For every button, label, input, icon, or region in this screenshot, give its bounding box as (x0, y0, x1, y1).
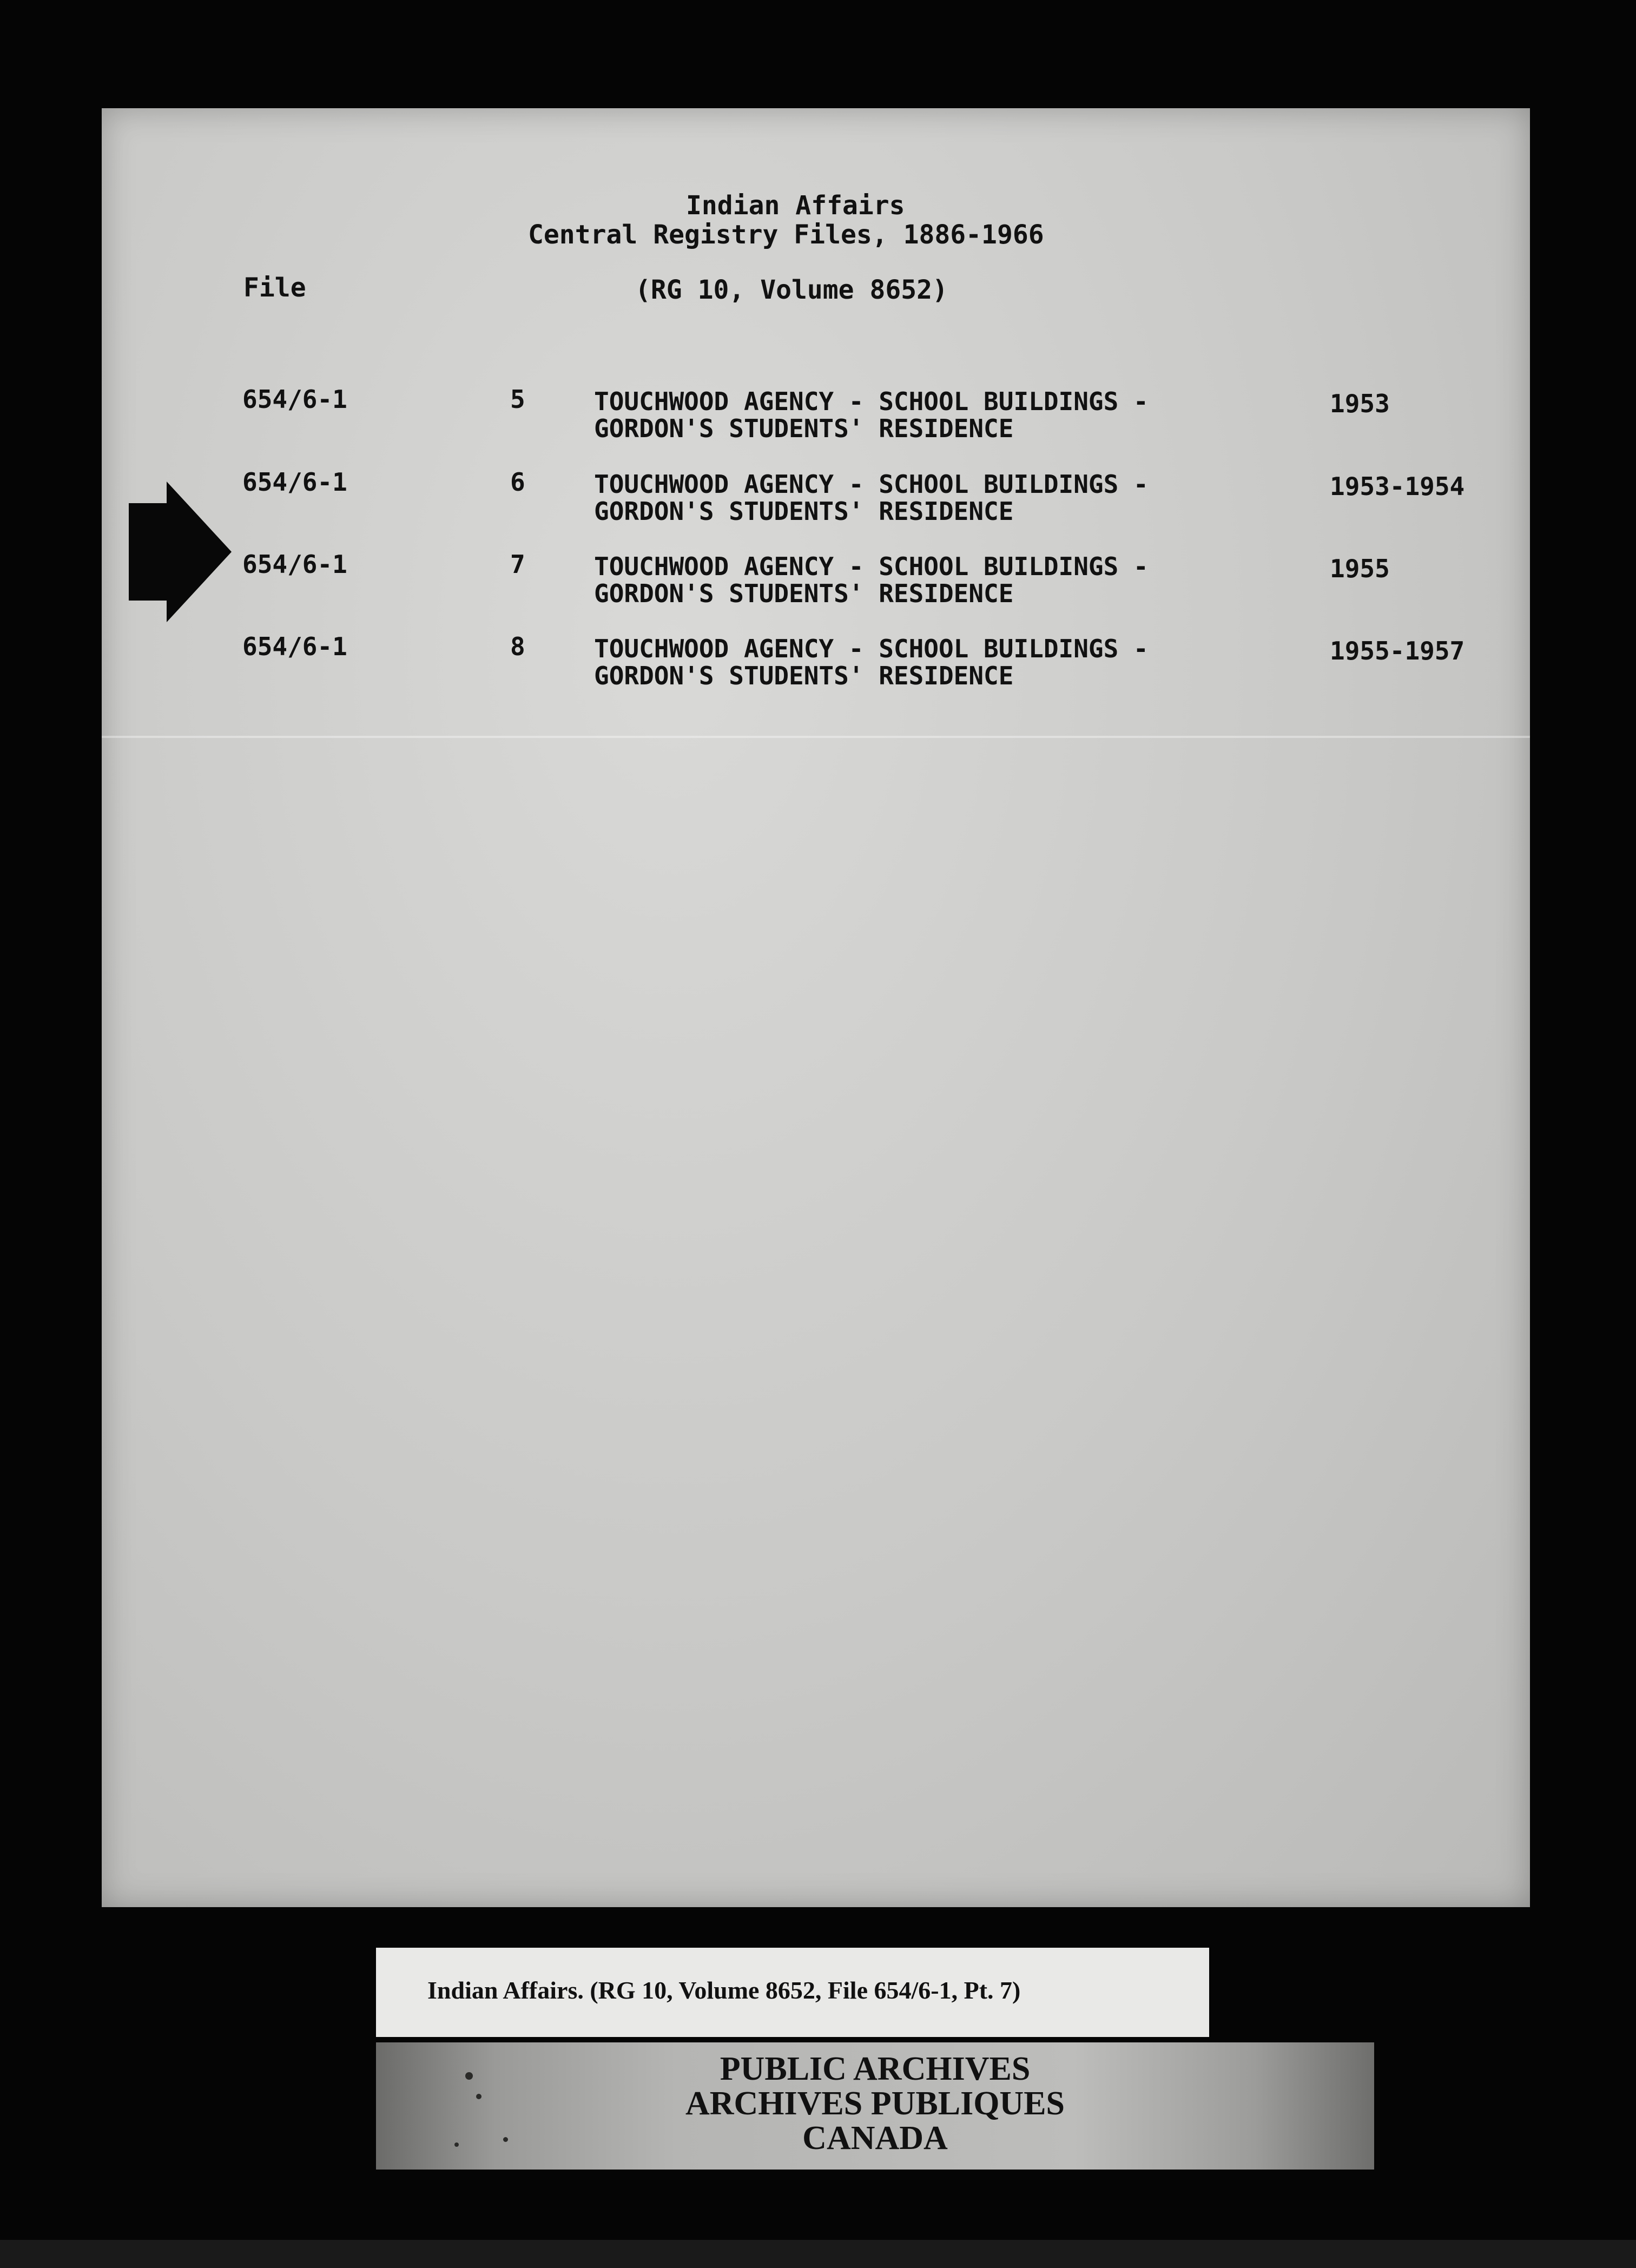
title-line-2: Central Registry Files, 1886-1966 (528, 220, 1044, 250)
file-column-label: File (243, 273, 306, 303)
page-fold-line (102, 736, 1530, 738)
document-sheet (102, 108, 1530, 1907)
part-number: 5 (510, 385, 525, 414)
file-title-line-2: GORDON'S STUDENTS' RESIDENCE (594, 579, 1014, 608)
file-row-part-5 (102, 387, 1530, 446)
volume-reference: (RG 10, Volume 8652) (635, 275, 948, 305)
arrow-right-icon (129, 482, 232, 622)
file-dates: 1955 (1330, 554, 1390, 583)
stamp-line-2: ARCHIVES PUBLIQUES (685, 2085, 1065, 2122)
file-number: 654/6-1 (242, 467, 347, 497)
title-line-1: Indian Affairs (686, 190, 905, 221)
part-number: 8 (510, 632, 525, 661)
file-number: 654/6-1 (242, 550, 347, 579)
caption-text: Indian Affairs. (RG 10, Volume 8652, File 654/6-1, Pt. 7) (427, 1976, 1021, 2004)
part-number: 7 (510, 550, 525, 579)
file-title-line-2: GORDON'S STUDENTS' RESIDENCE (594, 661, 1014, 690)
file-title-line-1: TOUCHWOOD AGENCY - SCHOOL BUILDINGS - (594, 387, 1149, 416)
stamp-line-1: PUBLIC ARCHIVES (720, 2051, 1031, 2087)
archives-stamp (376, 2042, 1374, 2170)
film-edge-strip (0, 2240, 1636, 2268)
file-number: 654/6-1 (242, 632, 347, 661)
part-number: 6 (510, 467, 525, 497)
file-number: 654/6-1 (242, 385, 347, 414)
stamp-line-3: CANADA (802, 2120, 948, 2157)
file-dates: 1953-1954 (1330, 472, 1465, 501)
file-title-line-1: TOUCHWOOD AGENCY - SCHOOL BUILDINGS - (594, 470, 1149, 499)
file-row-part-8 (102, 634, 1530, 694)
file-title-line-1: TOUCHWOOD AGENCY - SCHOOL BUILDINGS - (594, 552, 1149, 581)
file-title-line-1: TOUCHWOOD AGENCY - SCHOOL BUILDINGS - (594, 634, 1149, 663)
file-dates: 1953 (1330, 389, 1390, 418)
caption-card (376, 1948, 1209, 2037)
file-row-part-7 (102, 552, 1530, 611)
file-row-part-6 (102, 467, 1530, 529)
file-title-line-2: GORDON'S STUDENTS' RESIDENCE (594, 414, 1014, 443)
file-title-line-2: GORDON'S STUDENTS' RESIDENCE (594, 497, 1014, 526)
file-dates: 1955-1957 (1330, 636, 1465, 665)
